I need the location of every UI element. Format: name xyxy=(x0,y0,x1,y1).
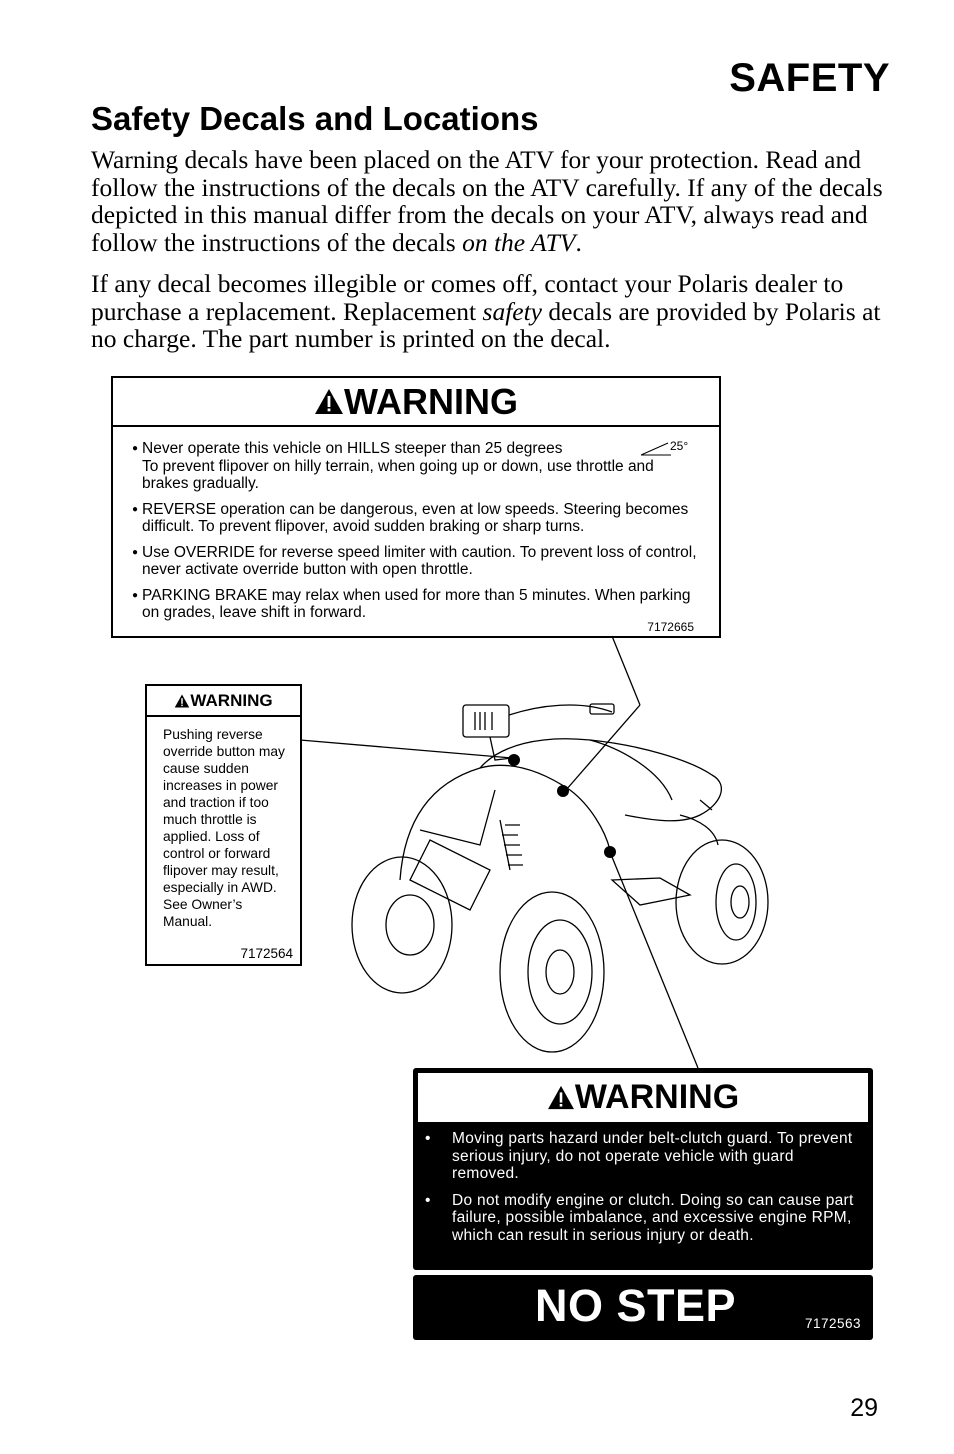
page-title: Safety Decals and Locations xyxy=(91,100,539,137)
part-number: 7172563 xyxy=(804,1316,861,1331)
decal-no-step xyxy=(413,1275,873,1340)
decal-item-text: Use OVERRIDE for reverse speed limiter with caution. To prevent loss of control, never activate override button with open throttle. xyxy=(142,543,697,578)
no-step-label: NO STEP xyxy=(535,1280,737,1331)
warning-triangle-icon xyxy=(314,388,344,415)
decal-item-text: Do not modify engine or clutch. Doing so can cause part failure, possible imbalance, and excessive engine RPM, which can result in serious injury or death. xyxy=(452,1191,854,1244)
decal-header xyxy=(418,1073,868,1122)
decal-heading: WARNING xyxy=(190,690,273,710)
decal-header xyxy=(147,686,300,717)
slope-25-icon xyxy=(640,442,672,456)
intro-paragraph xyxy=(91,146,891,256)
bullet-icon: ● xyxy=(132,443,139,454)
decal-belt-clutch-warning xyxy=(413,1068,873,1270)
decal-item xyxy=(132,501,702,536)
decal-body xyxy=(425,1130,855,1253)
bullet: • xyxy=(425,1130,431,1147)
decal-body xyxy=(132,440,702,630)
replacement-text-a: If any decal becomes illegible or comes off, contact your Polaris dealer to purchase a replacement. Replacement xyxy=(91,269,844,326)
decal-item xyxy=(425,1192,855,1245)
decal-item xyxy=(425,1130,855,1183)
decal-item xyxy=(132,440,702,493)
decal-heading: WARNING xyxy=(344,380,518,422)
intro-end: . xyxy=(575,227,582,257)
warning-triangle-icon xyxy=(547,1085,575,1110)
page-number: 29 xyxy=(850,1394,878,1422)
replacement-paragraph xyxy=(91,270,891,353)
slope-label: 25° xyxy=(670,439,689,453)
decal-header xyxy=(113,378,719,427)
part-number: 7172665 xyxy=(647,620,694,634)
bullet-icon: ● xyxy=(132,503,139,515)
bullet: • xyxy=(425,1191,431,1209)
replacement-emphasis: safety xyxy=(482,296,542,326)
decal-heading: WARNING xyxy=(574,1078,740,1116)
decal-item xyxy=(132,544,702,579)
decal-item-text: Never operate this vehicle on HILLS steeper than 25 degrees xyxy=(142,440,563,457)
bullet-icon: ● xyxy=(132,546,139,558)
warning-triangle-icon xyxy=(174,694,190,708)
replacement-text-b: decals are provided by Polaris at no charge. The part number is printed on the decal. xyxy=(91,296,881,353)
intro-text: Warning decals have been placed on the ATV for your protection. Read and follow the instructions of the decals on the ATV carefully. If any of the decals depicted in this manual differ from the decals on your ATV, always read and follow the instructions of the decals xyxy=(91,145,883,257)
decal-hills-warning xyxy=(111,376,721,638)
atv-illustration xyxy=(300,630,800,1070)
decal-reverse-override-warning xyxy=(145,684,302,966)
intro-emphasis: on the ATV xyxy=(462,227,576,257)
decal-item-text-2: To prevent flipover on hilly terrain, when going up or down, use throttle and brakes gradually. xyxy=(142,457,654,492)
decal-body: Pushing reverse override button may cause sudden increases in power and traction if too much throttle is applied. Loss of control or forward flipover may result, especially in AWD. See Owner’s Manual. xyxy=(163,727,285,929)
decal-item-text: REVERSE operation can be dangerous, even at low speeds. Steering becomes difficult. To prevent flipover, avoid sudden braking or sharp turns. xyxy=(142,500,689,535)
part-number: 7172564 xyxy=(240,946,293,961)
decal-item-text: Moving parts hazard under belt-clutch guard. To prevent serious injury, do not operate vehicle with guard removed. xyxy=(452,1130,853,1182)
decal-item xyxy=(132,587,702,622)
bullet-icon: ● xyxy=(132,589,139,601)
decal-item-text: PARKING BRAKE may relax when used for more than 5 minutes. When parking on grades, leave shift in forward. xyxy=(142,586,691,621)
section-header: SAFETY xyxy=(729,56,890,100)
